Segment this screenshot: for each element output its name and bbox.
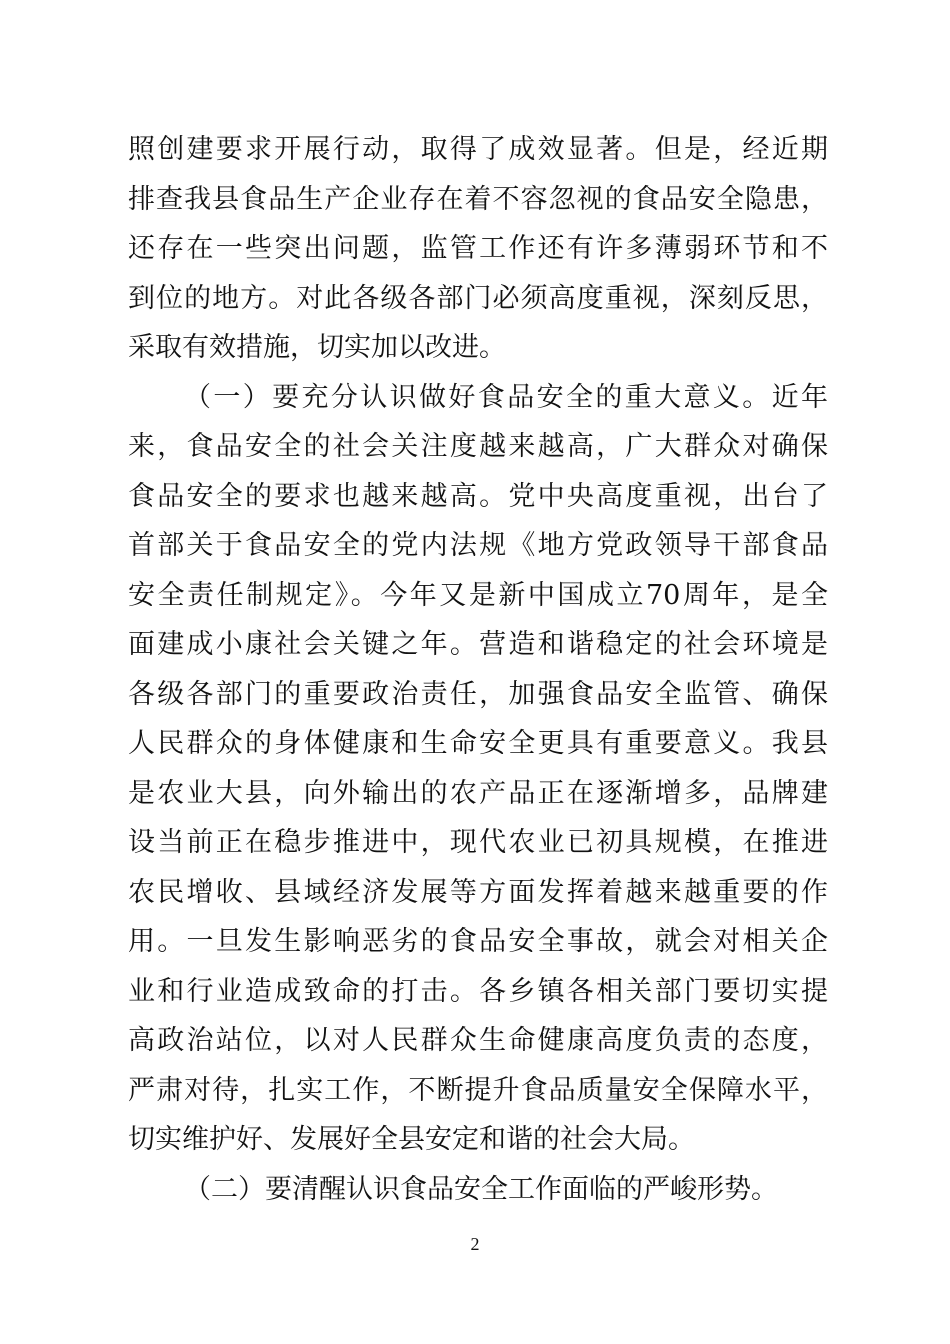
text-line: 业和行业造成致命的打击。各乡镇各相关部门要切实提 bbox=[128, 976, 828, 1007]
page-number: 2 bbox=[470, 1234, 480, 1254]
text-line: 面建成小康社会关键之年。营造和谐稳定的社会环境是 bbox=[128, 629, 828, 660]
text-line: 安全责任制规定》。今年又是新中国成立70周年，是全 bbox=[128, 580, 828, 611]
text-line: 首部关于食品安全的党内法规《地方党政领导干部食品 bbox=[128, 530, 828, 561]
text-line: 食品安全的要求也越来越高。党中央高度重视，出台了 bbox=[128, 481, 828, 512]
text-line: 农民增收、县域经济发展等方面发挥着越来越重要的作 bbox=[128, 877, 828, 908]
text-line: 到位的地方。对此各级各部门必须高度重视，深刻反思， bbox=[128, 283, 828, 314]
section-heading-line: （二）要清醒认识食品安全工作面临的严峻形势。 bbox=[184, 1174, 778, 1205]
text-line: 来，食品安全的社会关注度越来越高，广大群众对确保 bbox=[128, 431, 828, 462]
text-line: 高政治站位，以对人民群众生命健康高度负责的态度， bbox=[128, 1025, 828, 1056]
section-heading-line: （一）要充分认识做好食品安全的重大意义。近年 bbox=[184, 382, 828, 413]
text-line: 切实维护好、发展好全县安定和谐的社会大局。 bbox=[128, 1124, 695, 1155]
text-line: 设当前正在稳步推进中，现代农业已初具规模，在推进 bbox=[128, 827, 828, 858]
text-line: 还存在一些突出问题，监管工作还有许多薄弱环节和不 bbox=[128, 233, 828, 264]
text-line: 照创建要求开展行动，取得了成效显著。但是，经近期 bbox=[128, 134, 828, 165]
text-line: 各级各部门的重要政治责任，加强食品安全监管、确保 bbox=[128, 679, 828, 710]
text-line: 排查我县食品生产企业存在着不容忽视的食品安全隐患， bbox=[128, 184, 828, 215]
text-line: 用。一旦发生影响恶劣的食品安全事故，就会对相关企 bbox=[128, 926, 828, 957]
text-line: 是农业大县，向外输出的农产品正在逐渐增多，品牌建 bbox=[128, 778, 828, 809]
text-line: 人民群众的身体健康和生命安全更具有重要意义。我县 bbox=[128, 728, 828, 759]
text-line: 采取有效措施，切实加以改进。 bbox=[128, 332, 506, 363]
text-line: 严肃对待，扎实工作，不断提升食品质量安全保障水平， bbox=[128, 1075, 828, 1106]
